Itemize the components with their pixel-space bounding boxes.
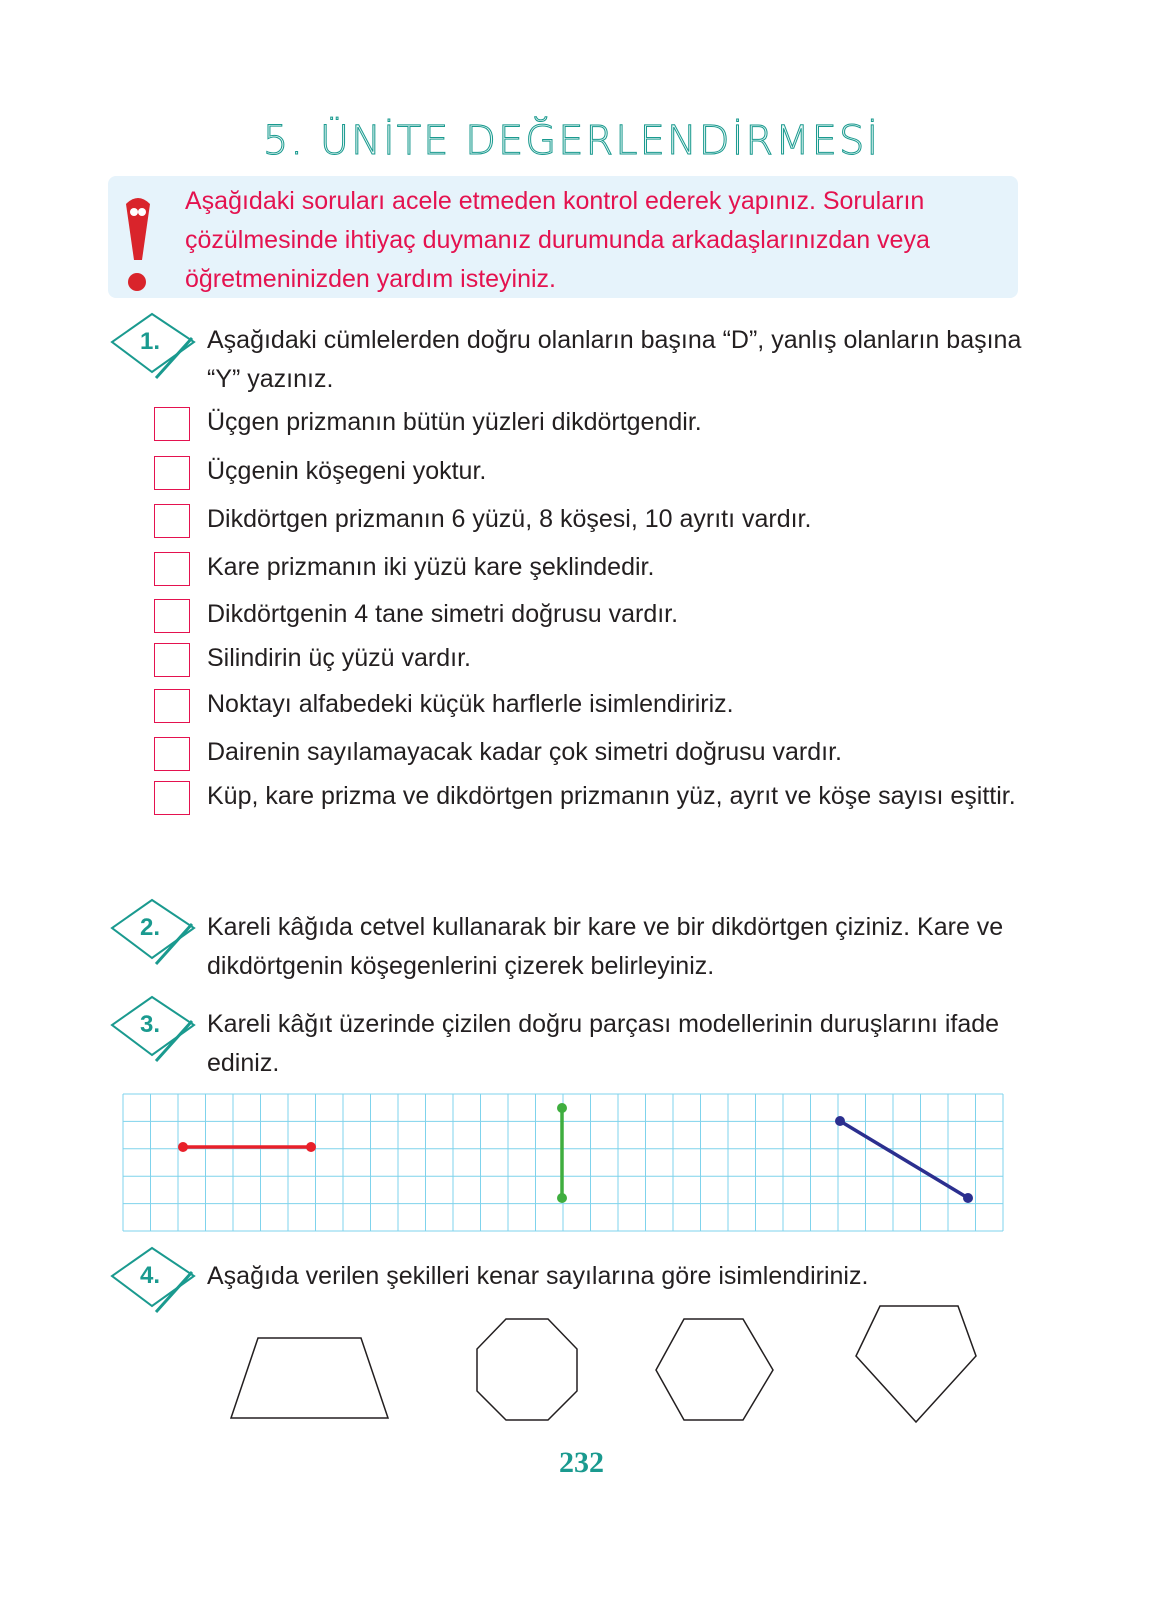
trapezoid-shape: [231, 1338, 388, 1418]
question-2-text: Kareli kâğıda cetvel kullanarak bir kare ve bir dikdörtgen çiziniz. Kare ve dikdörtgenin köşegenlerini çizerek belirleyiniz.: [207, 913, 1004, 980]
pentagon-shape: [856, 1306, 976, 1422]
answer-box[interactable]: [154, 504, 190, 538]
answer-box[interactable]: [154, 552, 190, 586]
octagon-shape: [477, 1319, 577, 1420]
answer-box[interactable]: [154, 599, 190, 633]
question-number: 2.: [140, 914, 161, 941]
question-1-text: Aşağıdaki cümlelerden doğru olanların başına “D”, yanlış olanların başına “Y” yazınız.: [207, 326, 1022, 393]
answer-box[interactable]: [154, 737, 190, 771]
question-3-text: Kareli kâğıt üzerinde çizilen doğru parçası modellerinin duruşlarını ifade ediniz.: [207, 1010, 1000, 1077]
question-number-badge: [108, 995, 198, 1065]
hexagon-shape: [656, 1319, 773, 1420]
question-number: 4.: [140, 1262, 161, 1289]
diagonal-segment: [835, 1116, 973, 1203]
grid-paper: [122, 1093, 1004, 1233]
question-4-text: Aşağıda verilen şekilleri kenar sayılarına göre isimlendiriniz.: [207, 1262, 869, 1290]
answer-box[interactable]: [154, 456, 190, 490]
statement-text: Noktayı alfabedeki küçük harflerle isimlendiririz.: [207, 690, 734, 718]
question-number: 3.: [140, 1011, 161, 1038]
question-number: 1.: [140, 328, 161, 355]
statement-text: Dikdörtgenin 4 tane simetri doğrusu vardır.: [207, 600, 679, 628]
answer-box[interactable]: [154, 689, 190, 723]
exclamation-mascot-icon: [120, 190, 156, 294]
statement-text: Kare prizmanın iki yüzü kare şeklindedir.: [207, 553, 655, 581]
statement-text: Üçgen prizmanın bütün yüzleri dikdörtgendir.: [207, 408, 702, 436]
statement-text: Dairenin sayılamayacak kadar çok simetri doğrusu vardır.: [207, 738, 842, 766]
question-number-badge: [108, 898, 198, 968]
shapes: [0, 1290, 1163, 1440]
statement-text: Üçgenin köşegeni yoktur.: [207, 457, 487, 485]
question-number-badge: [108, 312, 198, 382]
vertical-segment: [557, 1103, 567, 1203]
answer-box[interactable]: [154, 643, 190, 677]
statement-text: Dikdörtgen prizmanın 6 yüzü, 8 köşesi, 10 ayrıtı vardır.: [207, 505, 812, 533]
note-text: Aşağıdaki soruları acele etmeden kontrol ederek yapınız. Soruların çözülmesinde ihtiyaç duymanız durumunda arkadaşlarınızdan veya öğretmeninizden yardım isteyiniz.: [185, 187, 930, 293]
page-number: 232: [559, 1446, 604, 1479]
statement-text: Silindirin üç yüzü vardır.: [207, 644, 472, 672]
page-title: 5. ÜNİTE DEĞERLENDİRMESİ: [262, 118, 881, 164]
answer-box[interactable]: [154, 781, 190, 815]
statement-text: Küp, kare prizma ve dikdörtgen prizmanın yüz, ayrıt ve köşe sayısı eşittir.: [207, 782, 1016, 810]
answer-box[interactable]: [154, 407, 190, 441]
horizontal-segment: [178, 1142, 316, 1152]
